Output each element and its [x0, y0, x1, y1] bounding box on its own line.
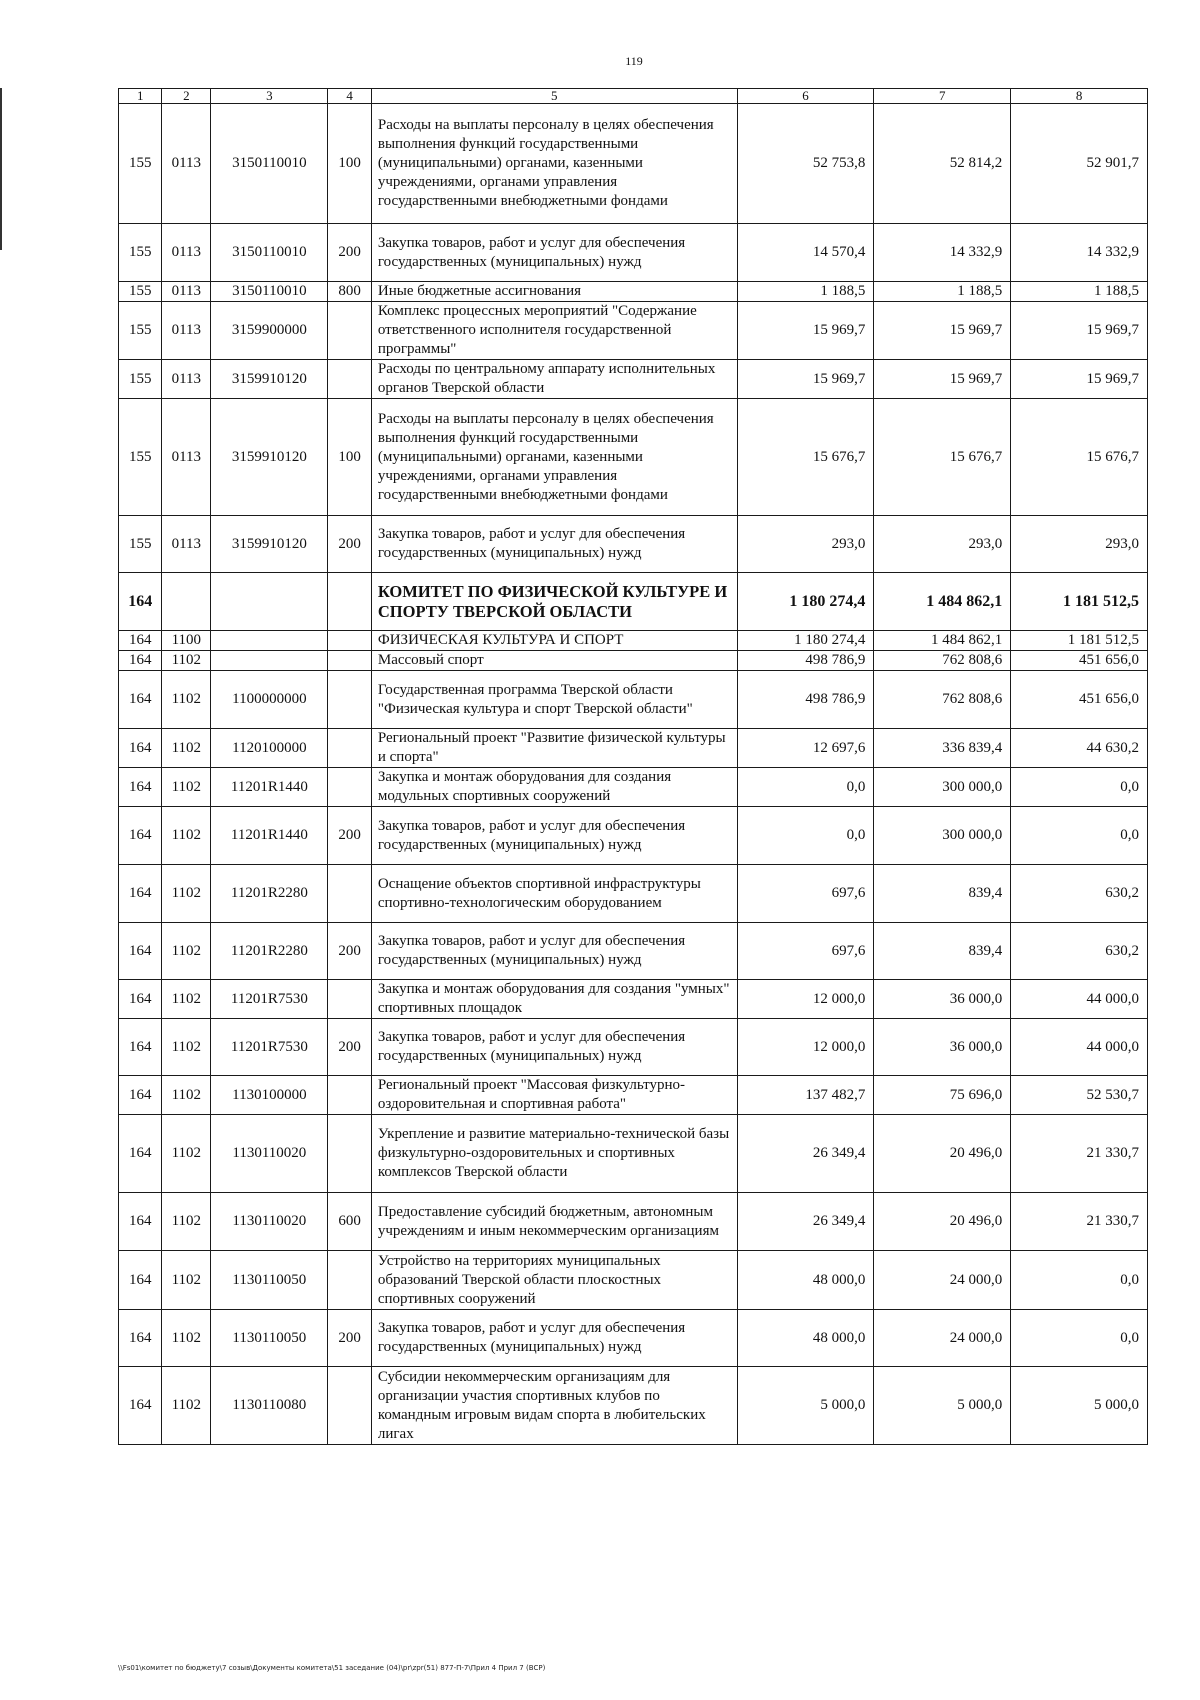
cell-year-3: 44 000,0 — [1011, 980, 1148, 1019]
cell-year-2: 839,4 — [874, 923, 1011, 980]
cell-admin-code: 155 — [119, 224, 162, 282]
column-number: 6 — [737, 89, 874, 104]
cell-section-code: 1102 — [162, 1115, 211, 1193]
cell-admin-code: 164 — [119, 865, 162, 923]
cell-target-code: 11201R1440 — [211, 807, 328, 865]
table-row — [119, 573, 1148, 631]
cell-admin-code: 164 — [119, 807, 162, 865]
cell-year-2: 20 496,0 — [874, 1193, 1011, 1251]
cell-year-2: 839,4 — [874, 865, 1011, 923]
cell-name: Укрепление и развитие материально-технической базы физкультурно-оздоровительных и спортивных комплексов Тверской области — [371, 1115, 737, 1193]
table-row — [119, 1076, 1148, 1115]
cell-year-1: 26 349,4 — [737, 1193, 874, 1251]
cell-section-code: 0113 — [162, 516, 211, 573]
cell-target-code: 3150110010 — [211, 224, 328, 282]
cell-year-2: 1 188,5 — [874, 282, 1011, 302]
table-row — [119, 865, 1148, 923]
cell-section-code: 1102 — [162, 923, 211, 980]
cell-admin-code: 164 — [119, 1251, 162, 1310]
cell-target-code: 11201R2280 — [211, 865, 328, 923]
cell-admin-code: 164 — [119, 768, 162, 807]
cell-year-2: 762 808,6 — [874, 651, 1011, 671]
page-number: 119 — [625, 54, 643, 68]
cell-admin-code: 164 — [119, 671, 162, 729]
cell-target-code: 1130100000 — [211, 1076, 328, 1115]
table-row — [119, 651, 1148, 671]
cell-year-2: 336 839,4 — [874, 729, 1011, 768]
table-row — [119, 1019, 1148, 1076]
cell-year-3: 0,0 — [1011, 768, 1148, 807]
column-number: 8 — [1011, 89, 1148, 104]
column-number: 1 — [119, 89, 162, 104]
cell-expense-type: 600 — [328, 1193, 371, 1251]
table-row — [119, 671, 1148, 729]
cell-expense-type: 200 — [328, 807, 371, 865]
cell-expense-type — [328, 631, 371, 651]
cell-year-1: 1 180 274,4 — [737, 631, 874, 651]
budget-table — [118, 88, 1148, 1445]
cell-expense-type — [328, 1367, 371, 1445]
cell-target-code — [211, 651, 328, 671]
table-row — [119, 980, 1148, 1019]
table-row — [119, 1367, 1148, 1445]
cell-target-code: 1130110020 — [211, 1193, 328, 1251]
cell-name: Устройство на территориях муниципальных образований Тверской области плоскостных спортивных сооружений — [371, 1251, 737, 1310]
cell-admin-code: 164 — [119, 1115, 162, 1193]
cell-admin-code: 155 — [119, 282, 162, 302]
cell-target-code: 3159910120 — [211, 516, 328, 573]
cell-admin-code: 164 — [119, 573, 162, 631]
cell-section-code: 0113 — [162, 104, 211, 224]
cell-expense-type — [328, 729, 371, 768]
cell-year-3: 15 969,7 — [1011, 360, 1148, 399]
cell-expense-type: 200 — [328, 516, 371, 573]
cell-expense-type — [328, 573, 371, 631]
cell-year-3: 52 901,7 — [1011, 104, 1148, 224]
cell-year-2: 36 000,0 — [874, 980, 1011, 1019]
table-row — [119, 923, 1148, 980]
cell-section-code: 1102 — [162, 671, 211, 729]
cell-year-1: 1 188,5 — [737, 282, 874, 302]
cell-year-1: 0,0 — [737, 807, 874, 865]
cell-section-code: 1102 — [162, 1251, 211, 1310]
cell-admin-code: 164 — [119, 729, 162, 768]
cell-admin-code: 155 — [119, 516, 162, 573]
table-row — [119, 729, 1148, 768]
cell-expense-type: 200 — [328, 1310, 371, 1367]
cell-year-1: 15 969,7 — [737, 302, 874, 360]
cell-year-3: 1 181 512,5 — [1011, 631, 1148, 651]
cell-section-code: 1102 — [162, 1310, 211, 1367]
cell-year-1: 498 786,9 — [737, 651, 874, 671]
cell-year-2: 75 696,0 — [874, 1076, 1011, 1115]
cell-name: Иные бюджетные ассигнования — [371, 282, 737, 302]
cell-admin-code: 164 — [119, 980, 162, 1019]
column-number: 3 — [211, 89, 328, 104]
cell-target-code: 3159900000 — [211, 302, 328, 360]
table-row — [119, 1115, 1148, 1193]
cell-year-3: 293,0 — [1011, 516, 1148, 573]
cell-year-2: 293,0 — [874, 516, 1011, 573]
cell-year-1: 293,0 — [737, 516, 874, 573]
cell-year-3: 630,2 — [1011, 923, 1148, 980]
cell-name: Закупка товаров, работ и услуг для обеспечения государственных (муниципальных) нужд — [371, 224, 737, 282]
table-row — [119, 224, 1148, 282]
cell-target-code: 1130110050 — [211, 1251, 328, 1310]
cell-admin-code: 155 — [119, 360, 162, 399]
cell-name: Закупка товаров, работ и услуг для обеспечения государственных (муниципальных) нужд — [371, 1019, 737, 1076]
cell-target-code: 1130110080 — [211, 1367, 328, 1445]
cell-admin-code: 155 — [119, 104, 162, 224]
cell-name: Государственная программа Тверской области "Физическая культура и спорт Тверской области" — [371, 671, 737, 729]
cell-year-1: 498 786,9 — [737, 671, 874, 729]
cell-admin-code: 164 — [119, 631, 162, 651]
cell-expense-type — [328, 980, 371, 1019]
cell-expense-type: 100 — [328, 104, 371, 224]
cell-year-1: 697,6 — [737, 865, 874, 923]
cell-target-code: 11201R1440 — [211, 768, 328, 807]
cell-year-3: 44 630,2 — [1011, 729, 1148, 768]
cell-admin-code: 164 — [119, 1367, 162, 1445]
table-row — [119, 516, 1148, 573]
cell-section-code: 1102 — [162, 865, 211, 923]
cell-year-1: 0,0 — [737, 768, 874, 807]
cell-target-code: 11201R2280 — [211, 923, 328, 980]
table-row — [119, 104, 1148, 224]
cell-expense-type — [328, 671, 371, 729]
cell-expense-type: 200 — [328, 224, 371, 282]
cell-section-code: 1100 — [162, 631, 211, 651]
cell-section-code: 1102 — [162, 1019, 211, 1076]
cell-year-3: 21 330,7 — [1011, 1115, 1148, 1193]
cell-year-2: 24 000,0 — [874, 1251, 1011, 1310]
cell-year-3: 630,2 — [1011, 865, 1148, 923]
cell-name: КОМИТЕТ ПО ФИЗИЧЕСКОЙ КУЛЬТУРЕ И СПОРТУ ТВЕРСКОЙ ОБЛАСТИ — [371, 573, 737, 631]
cell-year-1: 14 570,4 — [737, 224, 874, 282]
cell-year-3: 44 000,0 — [1011, 1019, 1148, 1076]
cell-year-1: 12 697,6 — [737, 729, 874, 768]
table-row — [119, 302, 1148, 360]
cell-year-1: 1 180 274,4 — [737, 573, 874, 631]
cell-expense-type — [328, 865, 371, 923]
cell-expense-type — [328, 1251, 371, 1310]
cell-expense-type: 100 — [328, 399, 371, 516]
cell-year-3: 0,0 — [1011, 807, 1148, 865]
file-path-footer: \\Fs01\комитет по бюджету\7 созыв\Документы комитета\51 заседание (04)\pr\zpr(51) 877-П-7\Прил 4 Прил 7 (ВСР) — [118, 1664, 546, 1672]
cell-year-1: 12 000,0 — [737, 1019, 874, 1076]
cell-expense-type — [328, 1115, 371, 1193]
cell-name: Региональный проект "Массовая физкультурно-оздоровительная и спортивная работа" — [371, 1076, 737, 1115]
cell-year-2: 300 000,0 — [874, 807, 1011, 865]
cell-target-code: 11201R7530 — [211, 1019, 328, 1076]
cell-target-code: 1120100000 — [211, 729, 328, 768]
scan-edge-mark — [0, 190, 2, 250]
cell-year-1: 15 676,7 — [737, 399, 874, 516]
cell-section-code: 1102 — [162, 1367, 211, 1445]
cell-name: Расходы на выплаты персоналу в целях обеспечения выполнения функций государственными (муниципальными) органами, казенными учреждениями, органами управления государственными внебюджетными фондами — [371, 104, 737, 224]
cell-year-3: 15 969,7 — [1011, 302, 1148, 360]
cell-section-code: 0113 — [162, 224, 211, 282]
cell-admin-code: 164 — [119, 1019, 162, 1076]
cell-expense-type — [328, 1076, 371, 1115]
cell-target-code — [211, 631, 328, 651]
cell-year-2: 762 808,6 — [874, 671, 1011, 729]
cell-name: ФИЗИЧЕСКАЯ КУЛЬТУРА И СПОРТ — [371, 631, 737, 651]
cell-year-1: 48 000,0 — [737, 1310, 874, 1367]
table-row — [119, 631, 1148, 651]
cell-section-code — [162, 573, 211, 631]
table-row — [119, 399, 1148, 516]
cell-target-code: 1130110020 — [211, 1115, 328, 1193]
cell-year-2: 52 814,2 — [874, 104, 1011, 224]
cell-year-2: 14 332,9 — [874, 224, 1011, 282]
cell-name: Предоставление субсидий бюджетным, автономным учреждениям и иным некоммерческим организациям — [371, 1193, 737, 1251]
cell-section-code: 1102 — [162, 1076, 211, 1115]
cell-name: Оснащение объектов спортивной инфраструктуры спортивно-технологическим оборудованием — [371, 865, 737, 923]
cell-section-code: 1102 — [162, 651, 211, 671]
cell-name: Закупка и монтаж оборудования для создания модульных спортивных сооружений — [371, 768, 737, 807]
column-number-row — [119, 89, 1148, 104]
cell-year-3: 21 330,7 — [1011, 1193, 1148, 1251]
cell-year-2: 24 000,0 — [874, 1310, 1011, 1367]
cell-section-code: 1102 — [162, 768, 211, 807]
cell-year-1: 15 969,7 — [737, 360, 874, 399]
table-row — [119, 1193, 1148, 1251]
cell-year-2: 36 000,0 — [874, 1019, 1011, 1076]
cell-section-code: 1102 — [162, 729, 211, 768]
cell-target-code: 3159910120 — [211, 360, 328, 399]
cell-name: Закупка товаров, работ и услуг для обеспечения государственных (муниципальных) нужд — [371, 516, 737, 573]
cell-year-1: 26 349,4 — [737, 1115, 874, 1193]
cell-year-2: 300 000,0 — [874, 768, 1011, 807]
cell-name: Субсидии некоммерческим организациям для организации участия спортивных клубов по командным игровым видам спорта в любительских лигах — [371, 1367, 737, 1445]
cell-expense-type: 800 — [328, 282, 371, 302]
table-row — [119, 807, 1148, 865]
cell-admin-code: 164 — [119, 1076, 162, 1115]
cell-year-3: 14 332,9 — [1011, 224, 1148, 282]
cell-name: Закупка и монтаж оборудования для создания "умных" спортивных площадок — [371, 980, 737, 1019]
cell-year-1: 52 753,8 — [737, 104, 874, 224]
table-row — [119, 1251, 1148, 1310]
cell-admin-code: 164 — [119, 1193, 162, 1251]
cell-year-3: 15 676,7 — [1011, 399, 1148, 516]
cell-year-2: 1 484 862,1 — [874, 573, 1011, 631]
cell-name: Расходы по центральному аппарату исполнительных органов Тверской области — [371, 360, 737, 399]
cell-admin-code: 155 — [119, 302, 162, 360]
cell-admin-code: 164 — [119, 651, 162, 671]
cell-name: Региональный проект "Развитие физической культуры и спорта" — [371, 729, 737, 768]
cell-year-1: 48 000,0 — [737, 1251, 874, 1310]
cell-admin-code: 164 — [119, 1310, 162, 1367]
cell-expense-type — [328, 651, 371, 671]
cell-section-code: 1102 — [162, 1193, 211, 1251]
cell-section-code: 0113 — [162, 399, 211, 516]
cell-target-code: 3159910120 — [211, 399, 328, 516]
cell-target-code: 1130110050 — [211, 1310, 328, 1367]
cell-year-3: 0,0 — [1011, 1251, 1148, 1310]
cell-section-code: 0113 — [162, 360, 211, 399]
cell-section-code: 1102 — [162, 807, 211, 865]
cell-year-1: 5 000,0 — [737, 1367, 874, 1445]
cell-year-1: 137 482,7 — [737, 1076, 874, 1115]
cell-year-3: 451 656,0 — [1011, 651, 1148, 671]
cell-name: Закупка товаров, работ и услуг для обеспечения государственных (муниципальных) нужд — [371, 1310, 737, 1367]
cell-year-1: 12 000,0 — [737, 980, 874, 1019]
cell-year-3: 451 656,0 — [1011, 671, 1148, 729]
cell-year-2: 1 484 862,1 — [874, 631, 1011, 651]
cell-year-3: 52 530,7 — [1011, 1076, 1148, 1115]
cell-year-3: 0,0 — [1011, 1310, 1148, 1367]
column-number: 4 — [328, 89, 371, 104]
cell-expense-type: 200 — [328, 923, 371, 980]
cell-name: Закупка товаров, работ и услуг для обеспечения государственных (муниципальных) нужд — [371, 807, 737, 865]
table-body — [119, 104, 1148, 1445]
cell-section-code: 0113 — [162, 302, 211, 360]
cell-name: Комплекс процессных мероприятий "Содержание ответственного исполнителя государственной программы" — [371, 302, 737, 360]
cell-expense-type — [328, 302, 371, 360]
cell-admin-code: 155 — [119, 399, 162, 516]
cell-year-2: 15 969,7 — [874, 360, 1011, 399]
cell-target-code: 3150110010 — [211, 282, 328, 302]
cell-expense-type: 200 — [328, 1019, 371, 1076]
cell-expense-type — [328, 768, 371, 807]
column-number: 5 — [371, 89, 737, 104]
cell-name: Закупка товаров, работ и услуг для обеспечения государственных (муниципальных) нужд — [371, 923, 737, 980]
table-row — [119, 1310, 1148, 1367]
cell-expense-type — [328, 360, 371, 399]
cell-target-code — [211, 573, 328, 631]
table-row — [119, 282, 1148, 302]
cell-section-code: 1102 — [162, 980, 211, 1019]
table-row — [119, 768, 1148, 807]
cell-year-3: 1 188,5 — [1011, 282, 1148, 302]
column-number: 7 — [874, 89, 1011, 104]
cell-target-code: 3150110010 — [211, 104, 328, 224]
cell-target-code: 1100000000 — [211, 671, 328, 729]
cell-admin-code: 164 — [119, 923, 162, 980]
cell-year-2: 15 969,7 — [874, 302, 1011, 360]
column-number: 2 — [162, 89, 211, 104]
cell-year-3: 1 181 512,5 — [1011, 573, 1148, 631]
cell-target-code: 11201R7530 — [211, 980, 328, 1019]
cell-name: Массовый спорт — [371, 651, 737, 671]
cell-year-2: 20 496,0 — [874, 1115, 1011, 1193]
cell-name: Расходы на выплаты персоналу в целях обеспечения выполнения функций государственными (муниципальными) органами, казенными учреждениями, органами управления государственными внебюджетными фондами — [371, 399, 737, 516]
cell-year-2: 5 000,0 — [874, 1367, 1011, 1445]
cell-year-3: 5 000,0 — [1011, 1367, 1148, 1445]
table-row — [119, 360, 1148, 399]
cell-year-1: 697,6 — [737, 923, 874, 980]
cell-year-2: 15 676,7 — [874, 399, 1011, 516]
cell-section-code: 0113 — [162, 282, 211, 302]
